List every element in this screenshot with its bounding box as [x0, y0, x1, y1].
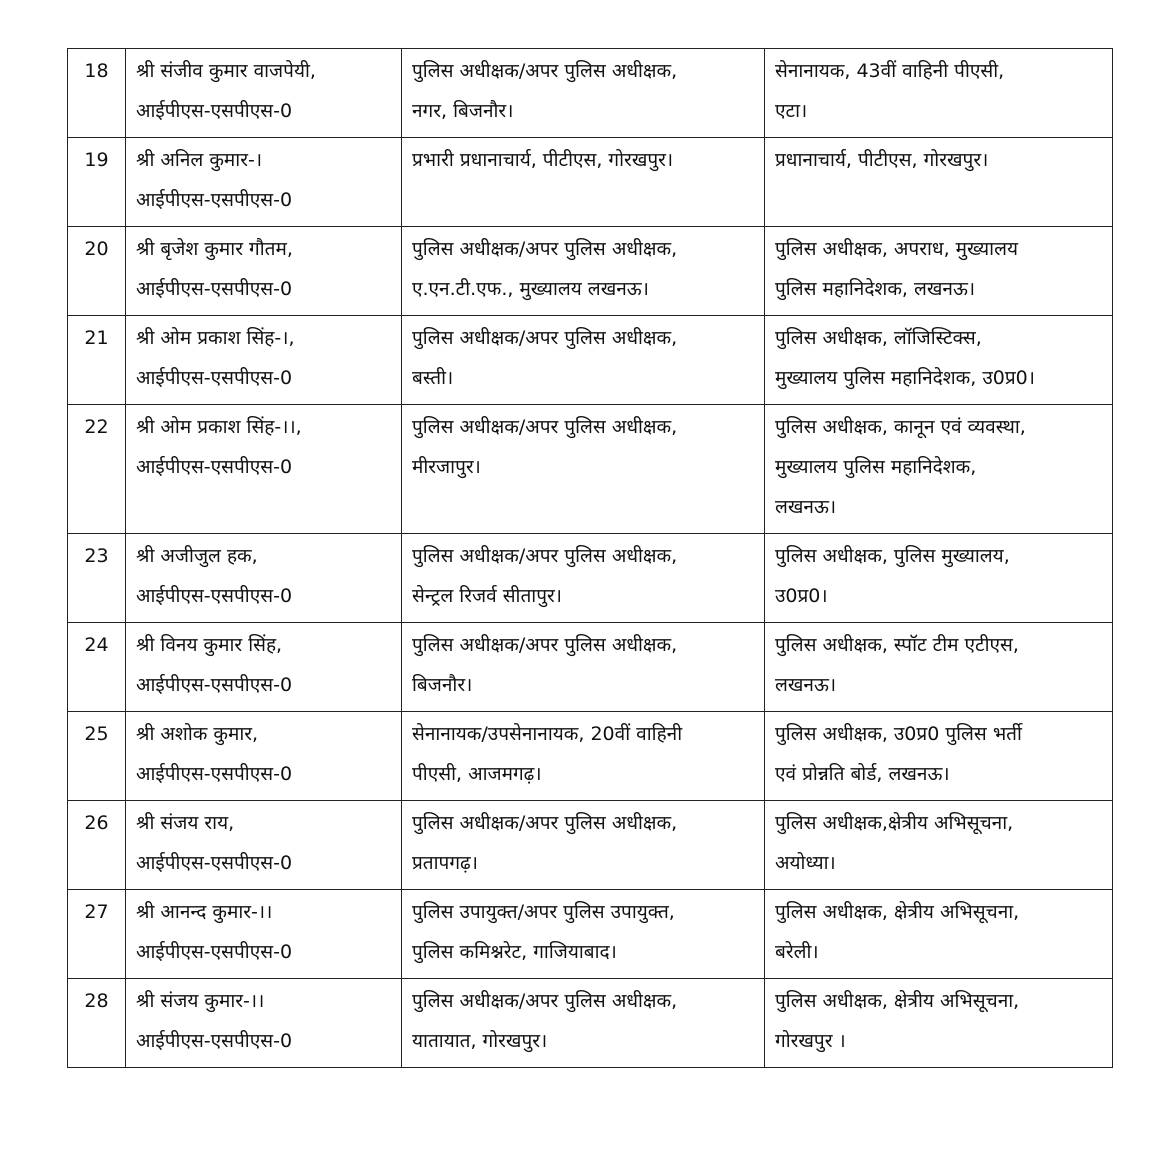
cell-text-line: आईपीएस-एसपीएस-0 [136, 941, 293, 963]
current-posting-cell [402, 227, 765, 316]
table-row [68, 623, 1113, 712]
cell-text-line: आईपीएस-एसपीएस-0 [136, 852, 293, 874]
new-posting-cell [765, 979, 1113, 1068]
cell-text-line: आईपीएस-एसपीएस-0 [136, 763, 293, 785]
cell-text-line: आईपीएस-एसपीएस-0 [136, 585, 293, 607]
cell-text-line: सेन्ट्रल रिजर्व सीतापुर। [412, 585, 562, 607]
cell-text-line: पुलिस अधीक्षक/अपर पुलिस अधीक्षक, [412, 812, 678, 834]
new-posting-cell [765, 712, 1113, 801]
serial-number-cell: 21 [68, 316, 126, 405]
new-posting-cell [765, 801, 1113, 890]
cell-text-line: पुलिस अधीक्षक/अपर पुलिस अधीक्षक, [412, 238, 678, 260]
cell-text-line: पुलिस अधीक्षक, कानून एवं व्यवस्था, [775, 416, 1026, 438]
officer-name-cell [126, 405, 402, 534]
cell-text-line: लखनऊ। [775, 674, 837, 696]
cell-text-line: आईपीएस-एसपीएस-0 [136, 367, 293, 389]
cell-text-line: आईपीएस-एसपीएस-0 [136, 100, 293, 122]
cell-text-line: नगर, बिजनौर। [412, 100, 514, 122]
cell-text-line: आईपीएस-एसपीएस-0 [136, 674, 293, 696]
serial-number-cell: 18 [68, 49, 126, 138]
new-posting-cell [765, 49, 1113, 138]
table-row [68, 979, 1113, 1068]
cell-text-line: अयोध्या। [775, 852, 836, 874]
current-posting-cell [402, 534, 765, 623]
cell-text-line: प्रभारी प्रधानाचार्य, पीटीएस, गोरखपुर। [412, 149, 674, 171]
cell-text-line: श्री विनय कुमार सिंह, [136, 634, 283, 656]
cell-text-line: बिजनौर। [412, 674, 473, 696]
cell-text-line: पुलिस कमिश्नरेट, गाजियाबाद। [412, 941, 617, 963]
current-posting-cell [402, 49, 765, 138]
current-posting-cell [402, 801, 765, 890]
officer-name-cell [126, 316, 402, 405]
cell-text-line: उ0प्र0। [775, 585, 828, 607]
cell-text-line: श्री अनिल कुमार-। [136, 149, 263, 171]
table-row [68, 801, 1113, 890]
cell-text-line: पुलिस अधीक्षक, क्षेत्रीय अभिसूचना, [775, 990, 1020, 1012]
current-posting-cell [402, 979, 765, 1068]
cell-text-line: श्री संजय कुमार-।। [136, 990, 265, 1012]
current-posting-cell [402, 890, 765, 979]
officer-name-cell [126, 138, 402, 227]
cell-text-line: पुलिस अधीक्षक, लॉजिस्टिक्स, [775, 327, 982, 349]
new-posting-cell [765, 623, 1113, 712]
cell-text-line: श्री अजीजुल हक, [136, 545, 258, 567]
serial-number-cell: 25 [68, 712, 126, 801]
serial-number-cell: 27 [68, 890, 126, 979]
table-row [68, 712, 1113, 801]
cell-text-line: पुलिस अधीक्षक/अपर पुलिस अधीक्षक, [412, 327, 678, 349]
cell-text-line: पुलिस महानिदेशक, लखनऊ। [775, 278, 976, 300]
new-posting-cell [765, 316, 1113, 405]
cell-text-line: बरेली। [775, 941, 819, 963]
officer-name-cell [126, 979, 402, 1068]
cell-text-line: प्रधानाचार्य, पीटीएस, गोरखपुर। [775, 149, 989, 171]
cell-text-line: सेनानायक/उपसेनानायक, 20वीं वाहिनी [412, 723, 683, 745]
cell-text-line: पुलिस अधीक्षक/अपर पुलिस अधीक्षक, [412, 634, 678, 656]
cell-text-line: पुलिस अधीक्षक/अपर पुलिस अधीक्षक, [412, 416, 678, 438]
cell-text-line: बस्ती। [412, 367, 454, 389]
cell-text-line: आईपीएस-एसपीएस-0 [136, 456, 293, 478]
officer-name-cell [126, 712, 402, 801]
new-posting-cell [765, 138, 1113, 227]
cell-text-line: यातायात, गोरखपुर। [412, 1030, 548, 1052]
cell-text-line: श्री बृजेश कुमार गौतम, [136, 238, 293, 260]
cell-text-line: पीएसी, आजमगढ़। [412, 763, 542, 785]
cell-text-line: श्री संजीव कुमार वाजपेयी, [136, 60, 316, 82]
table-row [68, 49, 1113, 138]
cell-text-line: आईपीएस-एसपीएस-0 [136, 278, 293, 300]
table-row [68, 890, 1113, 979]
cell-text-line: मीरजापुर। [412, 456, 481, 478]
cell-text-line: एटा। [775, 100, 808, 122]
cell-text-line: पुलिस अधीक्षक, उ0प्र0 पुलिस भर्ती [775, 723, 1022, 745]
new-posting-cell [765, 405, 1113, 534]
officer-name-cell [126, 801, 402, 890]
current-posting-cell [402, 712, 765, 801]
cell-text-line: लखनऊ। [775, 496, 837, 518]
cell-text-line: पुलिस अधीक्षक/अपर पुलिस अधीक्षक, [412, 545, 678, 567]
officer-name-cell [126, 227, 402, 316]
cell-text-line: आईपीएस-एसपीएस-0 [136, 189, 293, 211]
officer-name-cell [126, 49, 402, 138]
officer-name-cell [126, 534, 402, 623]
cell-text-line: पुलिस अधीक्षक, क्षेत्रीय अभिसूचना, [775, 901, 1020, 923]
serial-number-cell: 24 [68, 623, 126, 712]
cell-text-line: पुलिस अधीक्षक, स्पॉट टीम एटीएस, [775, 634, 1019, 656]
cell-text-line: मुख्यालय पुलिस महानिदेशक, [775, 456, 977, 478]
cell-text-line: ए.एन.टी.एफ., मुख्यालय लखनऊ। [412, 278, 649, 300]
cell-text-line: पुलिस अधीक्षक, अपराध, मुख्यालय [775, 238, 1018, 260]
cell-text-line: पुलिस अधीक्षक,क्षेत्रीय अभिसूचना, [775, 812, 1014, 834]
current-posting-cell [402, 138, 765, 227]
cell-text-line: आईपीएस-एसपीएस-0 [136, 1030, 293, 1052]
table-row [68, 316, 1113, 405]
serial-number-cell: 28 [68, 979, 126, 1068]
cell-text-line: प्रतापगढ़। [412, 852, 478, 874]
officer-name-cell [126, 890, 402, 979]
transfer-table [67, 48, 1113, 1068]
cell-text-line: गोरखपुर । [775, 1030, 846, 1052]
cell-text-line: पुलिस अधीक्षक/अपर पुलिस अधीक्षक, [412, 60, 678, 82]
cell-text-line: श्री अशोक कुमार, [136, 723, 259, 745]
table-row [68, 534, 1113, 623]
officer-name-cell [126, 623, 402, 712]
current-posting-cell [402, 405, 765, 534]
table-row [68, 138, 1113, 227]
cell-text-line: पुलिस अधीक्षक, पुलिस मुख्यालय, [775, 545, 1010, 567]
new-posting-cell [765, 890, 1113, 979]
cell-text-line: मुख्यालय पुलिस महानिदेशक, उ0प्र0। [775, 367, 1035, 389]
current-posting-cell [402, 316, 765, 405]
cell-text-line: पुलिस उपायुक्त/अपर पुलिस उपायुक्त, [412, 901, 675, 923]
current-posting-cell [402, 623, 765, 712]
cell-text-line: श्री ओम प्रकाश सिंह-।, [136, 327, 295, 349]
serial-number-cell: 19 [68, 138, 126, 227]
serial-number-cell: 26 [68, 801, 126, 890]
new-posting-cell [765, 227, 1113, 316]
serial-number-cell: 22 [68, 405, 126, 534]
cell-text-line: श्री आनन्द कुमार-।। [136, 901, 273, 923]
new-posting-cell [765, 534, 1113, 623]
table-row [68, 405, 1113, 534]
serial-number-cell: 23 [68, 534, 126, 623]
cell-text-line: एवं प्रोन्नति बोर्ड, लखनऊ। [775, 763, 950, 785]
table-row [68, 227, 1113, 316]
table-body [68, 49, 1113, 1068]
serial-number-cell: 20 [68, 227, 126, 316]
cell-text-line: श्री ओम प्रकाश सिंह-।।, [136, 416, 302, 438]
cell-text-line: पुलिस अधीक्षक/अपर पुलिस अधीक्षक, [412, 990, 678, 1012]
cell-text-line: श्री संजय राय, [136, 812, 235, 834]
cell-text-line: सेनानायक, 43वीं वाहिनी पीएसी, [775, 60, 1005, 82]
